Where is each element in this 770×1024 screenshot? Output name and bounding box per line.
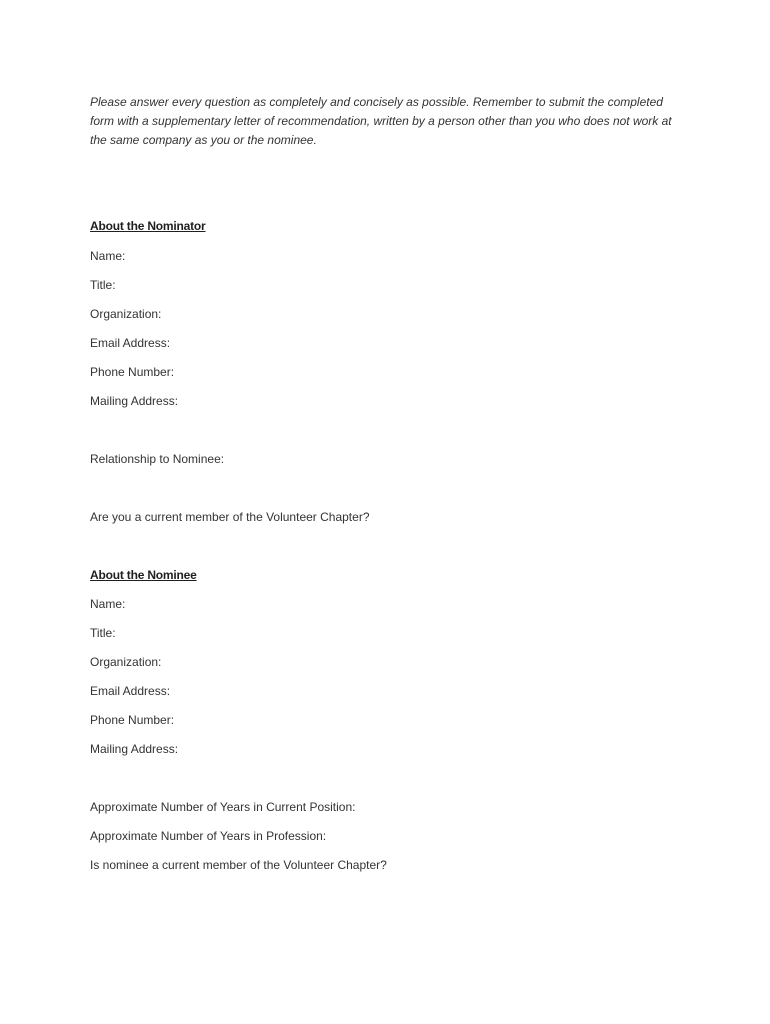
nominee-section-heading: About the Nominee: [90, 568, 197, 582]
nominee-name-label: Name:: [90, 597, 126, 611]
nominator-mailing-label: Mailing Address:: [90, 394, 179, 408]
nominee-years-profession-label: Approximate Number of Years in Profession:: [90, 829, 327, 843]
nominator-organization-label: Organization:: [90, 307, 162, 321]
nominator-email-label: Email Address:: [90, 336, 171, 350]
nominator-phone-label: Phone Number:: [90, 365, 175, 379]
nominator-title-label: Title:: [90, 278, 116, 292]
nominee-member-question: Is nominee a current member of the Volunteer Chapter?: [90, 858, 387, 872]
nominator-section-heading: About the Nominator: [90, 219, 206, 233]
nominee-organization-label: Organization:: [90, 655, 162, 669]
nominee-title-label: Title:: [90, 626, 116, 640]
nominee-years-position-label: Approximate Number of Years in Current Position:: [90, 800, 356, 814]
nominator-member-question: Are you a current member of the Volunteer Chapter?: [90, 510, 370, 524]
nominee-email-label: Email Address:: [90, 684, 171, 698]
nominator-relationship-label: Relationship to Nominee:: [90, 452, 225, 466]
nominee-phone-label: Phone Number:: [90, 713, 175, 727]
nominator-name-label: Name:: [90, 249, 126, 263]
instructions-paragraph: Please answer every question as completely and concisely as possible. Remember to submit the completed form with a supplementary letter of recommendation, written by a person other than you who does not work at the same company as you or the nominee.: [90, 95, 672, 147]
nominee-mailing-label: Mailing Address:: [90, 742, 179, 756]
